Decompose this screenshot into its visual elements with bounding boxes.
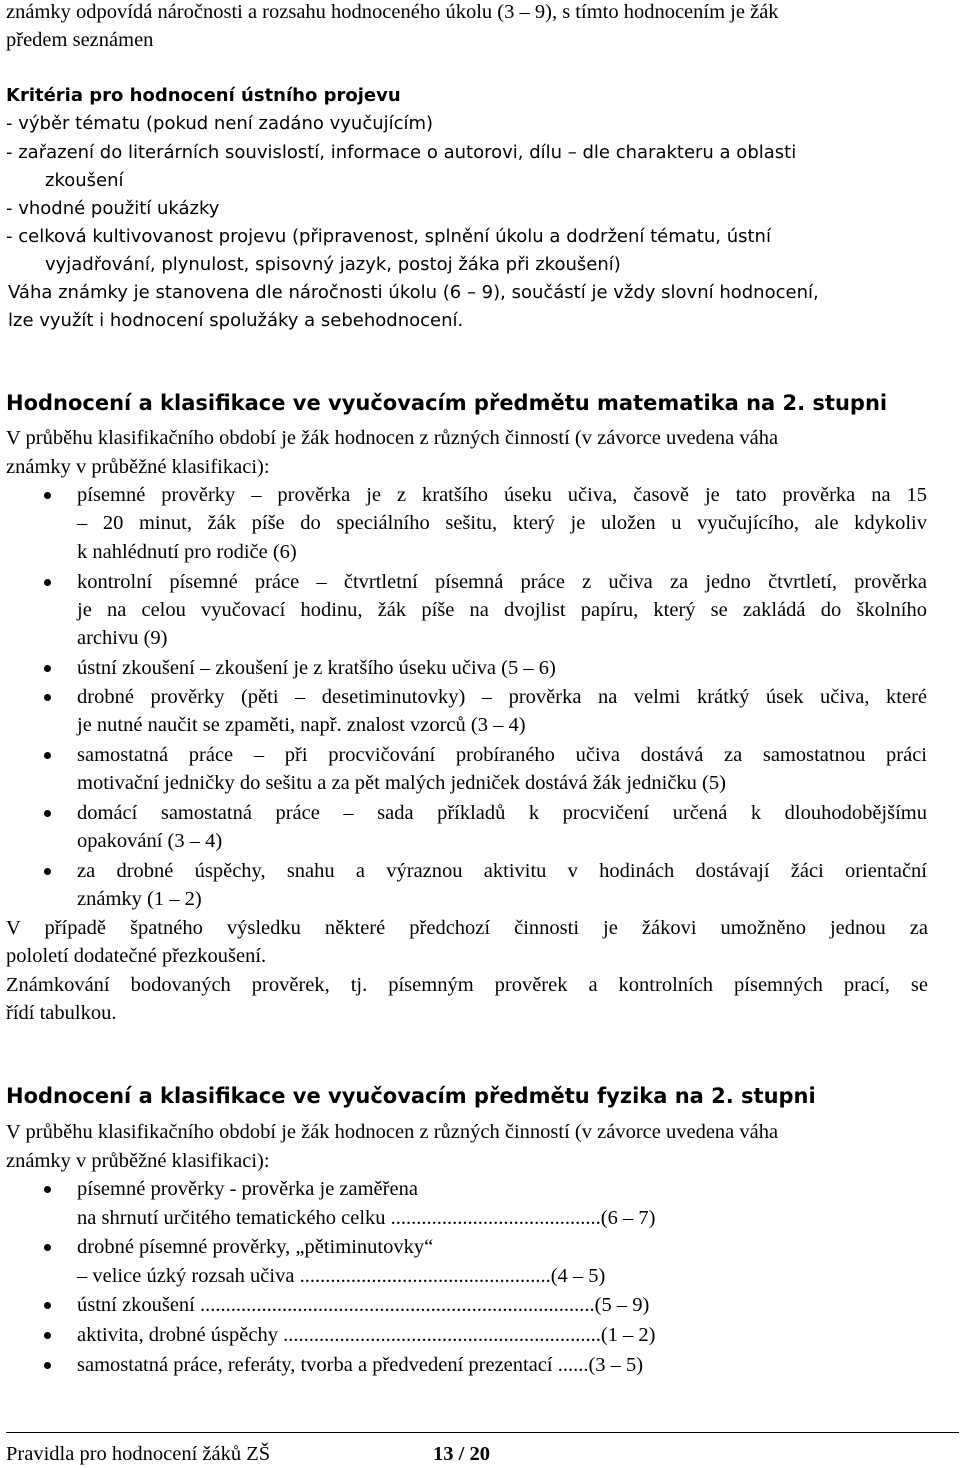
criteria-item: - výběr tématu (pokud není zadáno vyučujícím) bbox=[6, 113, 434, 134]
criteria-item: vyjadřování, plynulost, spisovný jazyk, postoj žáka při zkoušení) bbox=[45, 254, 621, 275]
physics-item: drobné písemné prověrky, „pětiminutovky“ bbox=[77, 1236, 434, 1258]
oral-criteria-title: Kritéria pro hodnocení ústního projevu bbox=[6, 85, 401, 106]
physics-item-text: na shrnutí určitého tematického celku bbox=[77, 1207, 391, 1229]
math-item: kontrolní písemné práce – čtvrtletní písemná práce z učiva za jedno čtvrtletí, prověrka bbox=[77, 571, 927, 593]
bullet-icon bbox=[44, 810, 51, 817]
math-item: samostatná práce – při procvičování probíraného učiva dostává za samostatnou práci bbox=[77, 744, 927, 766]
physics-intro: V průběhu klasifikačního období je žák hodnocen z různých činností (v závorce uvedena váha bbox=[6, 1121, 779, 1143]
physics-item-weight: (3 – 5) bbox=[588, 1354, 644, 1376]
dot-leader: ...... bbox=[557, 1354, 589, 1376]
bullet-icon bbox=[44, 1332, 51, 1339]
math-item: k nahlédnutí pro rodiče (6) bbox=[77, 541, 297, 563]
physics-heading: Hodnocení a klasifikace ve vyučovacím předmětu fyzika na 2. stupni bbox=[6, 1084, 816, 1108]
math-paragraph: V případě špatného výsledku některé předchozí činnosti je žákovi umožněno jednou za bbox=[6, 917, 928, 939]
physics-item bbox=[77, 1291, 649, 1319]
math-item: je na celou vyučovací hodinu, žák píše na dvojlist papíru, který se zakládá do školního bbox=[77, 599, 927, 621]
math-item: archivu (9) bbox=[77, 627, 168, 649]
math-item: opakování (3 – 4) bbox=[77, 830, 223, 852]
physics-item bbox=[77, 1204, 655, 1232]
math-item: je nutné naučit se zpaměti, např. znalost vzorců (3 – 4) bbox=[77, 714, 526, 736]
bullet-icon bbox=[44, 1244, 51, 1251]
criteria-item: - vhodné použití ukázky bbox=[6, 198, 220, 219]
dot-leader: .............................................................. bbox=[283, 1324, 601, 1346]
physics-item bbox=[77, 1321, 656, 1349]
dot-leader: ......................................... bbox=[390, 1207, 601, 1229]
bullet-icon bbox=[44, 579, 51, 586]
math-paragraph: pololetí dodatečné přezkoušení. bbox=[6, 945, 267, 967]
math-item: drobné prověrky (pěti – desetiminutovky) – prověrka na velmi krátký úsek učiva, které bbox=[77, 686, 927, 708]
physics-item-weight: (6 – 7) bbox=[600, 1207, 656, 1229]
criteria-item: - celková kultivovanost projevu (připravenost, splnění úkolu a dodržení tématu, ústní bbox=[6, 226, 771, 247]
math-item: ústní zkoušení – zkoušení je z kratšího úseku učiva (5 – 6) bbox=[77, 657, 556, 679]
math-item: – 20 minut, žák píše do speciálního sešitu, který je uložen u vyučujícího, ale kdykoliv bbox=[77, 512, 927, 534]
criteria-item: - zařazení do literárních souvislostí, informace o autorovi, dílu – dle charakteru a oblasti bbox=[6, 142, 797, 163]
bullet-icon bbox=[44, 752, 51, 759]
physics-item-text: aktivita, drobné úspěchy bbox=[77, 1324, 284, 1346]
physics-item bbox=[77, 1262, 605, 1290]
physics-item-weight: (5 – 9) bbox=[594, 1294, 650, 1316]
physics-item-text: ústní zkoušení bbox=[77, 1294, 200, 1316]
footer-divider bbox=[6, 1432, 959, 1433]
bullet-icon bbox=[44, 694, 51, 701]
math-item: motivační jedničky do sešitu a za pět malých jedniček dostává žák jedničku (5) bbox=[77, 772, 726, 794]
math-item: za drobné úspěchy, snahu a výraznou aktivitu v hodinách dostávají žáci orientační bbox=[77, 860, 927, 882]
physics-item-text: – velice úzký rozsah učiva bbox=[77, 1265, 300, 1287]
intro-line: předem seznámen bbox=[6, 29, 154, 51]
weight-text: lze využít i hodnocení spolužáky a sebehodnocení. bbox=[8, 310, 464, 331]
dot-leader: ............................................................................. bbox=[200, 1294, 595, 1316]
physics-item: písemné prověrky - prověrka je zaměřena bbox=[77, 1178, 418, 1200]
physics-item bbox=[77, 1351, 643, 1379]
bullet-icon bbox=[44, 1302, 51, 1309]
math-paragraph: Známkování bodovaných prověrek, tj. písemným prověrek a kontrolních písemných prací, se bbox=[6, 974, 928, 996]
criteria-item: zkoušení bbox=[45, 170, 124, 191]
math-paragraph: řídí tabulkou. bbox=[6, 1002, 117, 1024]
bullet-icon bbox=[44, 1362, 51, 1369]
physics-item-weight: (1 – 2) bbox=[600, 1324, 656, 1346]
intro-line: známky odpovídá náročnosti a rozsahu hodnoceného úkolu (3 – 9), s tímto hodnocením je žák bbox=[6, 1, 779, 23]
math-item: domácí samostatná práce – sada příkladů k procvičení určená k dlouhodobějšímu bbox=[77, 802, 927, 824]
weight-text: Váha známky je stanovena dle náročnosti úkolu (6 – 9), součástí je vždy slovní hodnocení, bbox=[8, 282, 819, 303]
bullet-icon bbox=[44, 868, 51, 875]
math-item: písemné prověrky – prověrka je z kratšího úseku učiva, časově je tato prověrka na 15 bbox=[77, 484, 927, 506]
footer-title: Pravidla pro hodnocení žáků ZŠ bbox=[6, 1443, 271, 1465]
physics-item-weight: (4 – 5) bbox=[550, 1265, 606, 1287]
dot-leader: ................................................. bbox=[299, 1265, 551, 1287]
bullet-icon bbox=[44, 1186, 51, 1193]
physics-intro: známky v průběžné klasifikaci): bbox=[6, 1150, 270, 1172]
bullet-icon bbox=[44, 665, 51, 672]
physics-item-text: samostatná práce, referáty, tvorba a předvedení prezentací bbox=[77, 1354, 558, 1376]
bullet-icon bbox=[44, 492, 51, 499]
math-item: známky (1 – 2) bbox=[77, 888, 202, 910]
page-number: 13 / 20 bbox=[433, 1443, 490, 1465]
math-heading: Hodnocení a klasifikace ve vyučovacím předmětu matematika na 2. stupni bbox=[6, 391, 888, 415]
math-intro: V průběhu klasifikačního období je žák hodnocen z různých činností (v závorce uvedena váha bbox=[6, 427, 779, 449]
math-intro: známky v průběžné klasifikaci): bbox=[6, 456, 270, 478]
